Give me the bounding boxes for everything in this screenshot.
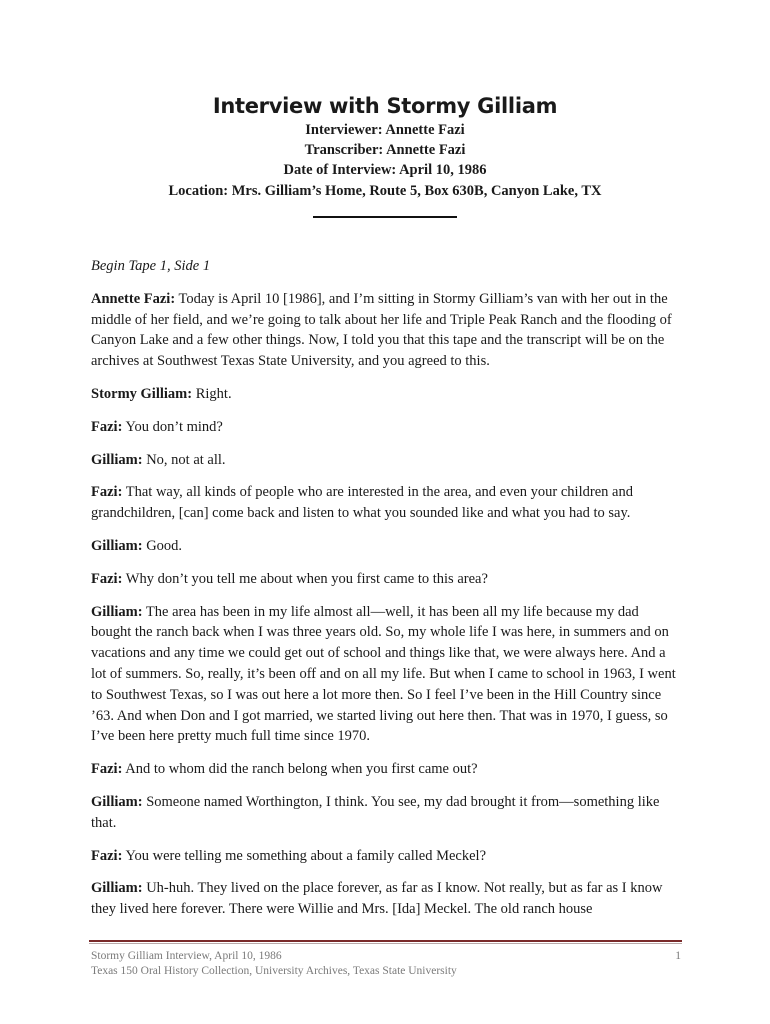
title-divider	[313, 216, 457, 218]
speaker-name: Gilliam:	[91, 793, 143, 810]
speech-text: Today is April 10 [1986], and I’m sitting in Stormy Gilliam’s van with her out in the middle of her field, and we’re going to talk about her life and Triple Peak Ranch and the flooding of Canyon Lake and a few other things. Now, I told you that this tape and the transcript will be on the archives at Southwest Texas State University, and you agreed to this.	[91, 290, 672, 370]
transcript-paragraph	[91, 569, 681, 590]
transcript-body	[91, 256, 681, 932]
speaker-name: Gilliam:	[91, 880, 143, 897]
speech-text: Good.	[142, 537, 183, 554]
transcript-paragraph	[91, 792, 681, 834]
speech-text: Someone named Worthington, I think. You see, my dad brought it from—something like that.	[91, 793, 660, 831]
page-footer	[91, 949, 681, 979]
transcript-paragraph	[91, 878, 681, 920]
location-line: Location: Mrs. Gilliam’s Home, Route 5, Box 630B, Canyon Lake, TX	[168, 183, 602, 199]
speech-text: The area has been in my life almost all—well, it has been all my life because my dad bought the ranch back when I was three years old. So, my whole life I was here, in summers and on vacations and any time we could get out of school and things like that, we were always here. And a lot of summers. So, really, it’s been off and on all my life. But when I came to school in 1963, I went to Southwest Texas, so I was out here a lot more then. So I feel I’ve been in the Hill Country since ’63. And when Don and I got married, we started living out here then. That was in 1970, I guess, so I’ve been here pretty much full time since 1970.	[91, 603, 676, 745]
transcript-paragraph	[91, 759, 681, 780]
interview-date-line: Date of Interview: April 10, 1986	[283, 162, 487, 178]
transcript-paragraph	[91, 846, 681, 867]
speaker-name: Fazi:	[91, 570, 123, 587]
speaker-name: Fazi:	[91, 484, 123, 501]
transcript-paragraph	[91, 384, 681, 405]
speech-text: Uh-huh. They lived on the place forever, as far as I know. Not really, but as far as I know they lived here forever. There were Willie and Mrs. [Ida] Meckel. The old ranch house	[91, 880, 663, 918]
speech-text: Why don’t you tell me about when you first came to this area?	[122, 570, 488, 587]
transcript-paragraph	[91, 536, 681, 557]
speaker-name: Fazi:	[91, 761, 123, 778]
interviewer-line: Interviewer: Annette Fazi	[305, 122, 465, 138]
footer-divider-shadow	[89, 943, 682, 944]
speech-text: Right.	[192, 385, 232, 402]
speech-text: You were telling me something about a family called Meckel?	[122, 847, 487, 864]
speaker-name: Gilliam:	[91, 451, 143, 468]
footer-interview-line: Stormy Gilliam Interview, April 10, 1986	[91, 950, 282, 962]
speech-text: That way, all kinds of people who are interested in the area, and even your children and grandchildren, [can] come back and listen to what you sounded like and what you had to say.	[91, 484, 633, 522]
transcriber-line: Transcriber: Annette Fazi	[304, 142, 466, 158]
transcript-paragraph	[91, 602, 681, 748]
speech-text: You don’t mind?	[122, 418, 223, 435]
speech-text: And to whom did the ranch belong when you first came out?	[122, 761, 478, 778]
footer-divider	[89, 940, 682, 942]
document-title: Interview with Stormy Gilliam	[212, 94, 558, 118]
speech-text: No, not at all.	[142, 451, 226, 468]
page-number: 1	[675, 950, 681, 962]
tape-label: Begin Tape 1, Side 1	[91, 258, 211, 274]
transcript-paragraph	[91, 450, 681, 471]
speaker-name: Fazi:	[91, 418, 123, 435]
speaker-name: Gilliam:	[91, 603, 143, 620]
transcript-paragraph	[91, 482, 681, 524]
speaker-name: Gilliam:	[91, 537, 143, 554]
transcript-paragraph	[91, 289, 681, 372]
speaker-name: Stormy Gilliam:	[91, 385, 193, 402]
speaker-name: Fazi:	[91, 847, 123, 864]
footer-collection-line: Texas 150 Oral History Collection, University Archives, Texas State University	[91, 965, 457, 977]
transcript-paragraph	[91, 417, 681, 438]
speaker-name: Annette Fazi:	[91, 290, 176, 307]
